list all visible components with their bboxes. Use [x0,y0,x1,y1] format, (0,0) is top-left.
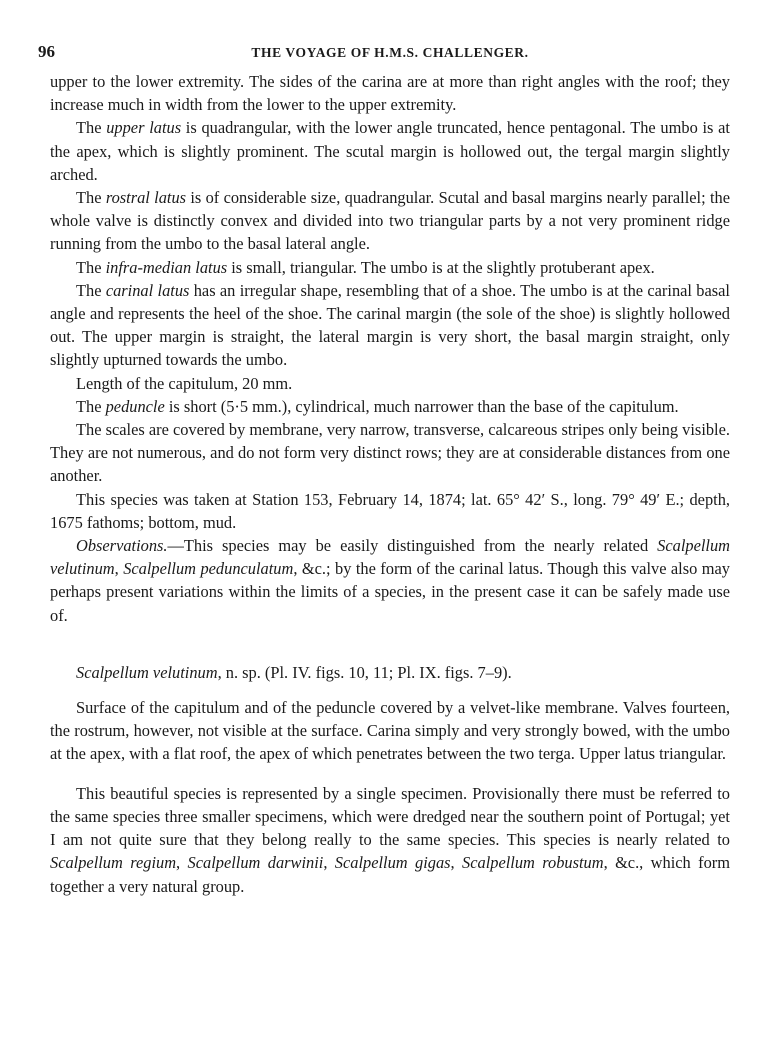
page-number: 96 [38,42,55,61]
paragraph-text: is small, triangular. The umbo is at the slightly protuberant apex. [227,257,655,277]
paragraph-specimens [50,782,730,898]
paragraph-peduncle [50,395,730,418]
page-header [38,42,730,66]
term-carinal-latus: carinal latus [105,280,190,300]
separator: , [176,853,188,873]
term-peduncle: peduncle [105,396,165,416]
term-infra-median-latus: infra-median latus [105,257,228,277]
separator: , [323,853,335,873]
text-prefix: The [76,257,106,277]
species-heading [50,661,730,684]
text-prefix: The [76,280,106,300]
species-name: Scalpellum robustum [462,853,604,873]
paragraph-text: is short (5·5 mm.), cylindrical, much narrower than the base of the capitulum. [164,396,679,416]
species-name: Scalpellum darwinii [187,853,324,873]
species-section [50,661,730,898]
separator: , [450,853,463,873]
paragraph-text: —This species may be easily distinguished from the nearly related [167,536,658,556]
spacer [50,684,730,696]
species-name: Scalpellum pedunculatum [123,559,294,579]
running-title: THE VOYAGE OF H.M.S. CHALLENGER. [251,45,529,60]
paragraph-text: , &c., which form together a very natural group. [50,853,730,896]
paragraph-observations [50,534,730,627]
separator: , [114,559,124,579]
term-observations: Observations. [76,536,168,556]
section-spacer [50,627,730,661]
spacer [50,766,730,782]
paragraph-rostral-latus [50,186,730,256]
paragraph-diagnosis: Surface of the capitulum and of the peduncle covered by a velvet-like membrane. Valves fourteen, the rostrum, however, not visible at the surface. Carina simply and very strongly bowed, with the umbo at the apex, with a flat roof, the apex of which penetrates between the two terga. Upper latus triangular. [50,698,730,764]
species-name: Scalpellum regium [50,853,177,873]
paragraph-station: This species was taken at Station 153, February 14, 1874; lat. 65° 42′ S., long. 79° 49′ E.; depth, 1675 fathoms; bottom, mud. [50,489,730,532]
description-section [50,70,730,627]
paragraph-scales: The scales are covered by membrane, very narrow, transverse, calcareous stripes only being visible. They are not numerous, and do not form very distinct rows; they are at considerable distances from one another. [50,420,730,486]
paragraph-text: is quadrangular, with the lower angle truncated, hence pentagonal. The umbo is at the apex, which is slightly prominent. The scutal margin is hollowed out, the tergal margin slightly arched. [50,118,730,184]
paragraph-capitulum-length: Length of the capitulum, 20 mm. [76,373,293,393]
text-prefix: The [76,118,107,138]
term-rostral-latus: rostral latus [105,188,187,208]
species-heading-rest: , n. sp. (Pl. IV. figs. 10, 11; Pl. IX. figs. 7–9). [217,662,512,682]
species-name: Scalpellum gigas [334,853,451,873]
species-name: Scalpellum velutinum [50,536,730,579]
document-page [38,42,730,898]
paragraph-text: This beautiful species is represented by a single specimen. Provisionally there must be referred to the same species three smaller specimens, which were dredged near the southern point of Portugal; yet I am not quite sure that they belong really to the same species. This species is nearly related to [50,783,730,850]
text-prefix: The [76,396,106,416]
paragraph-text: , &c.; by the form of the carinal latus. Though this valve also may perhaps present variations within the limits of a species, in the present case it can be safely made use of. [50,559,730,625]
paragraph-infra-median-latus [50,256,730,279]
species-heading-name: Scalpellum velutinum [76,662,218,682]
term-upper-latus: upper latus [106,118,182,138]
paragraph-text: is of considerable size, quadrangular. Scutal and basal margins nearly parallel; the whole valve is distinctly convex and divided into two triangular parts by a not very prominent ridge running from the umbo to the basal lateral angle. [50,188,730,254]
paragraph-text: has an irregular shape, resembling that of a shoe. The umbo is at the carinal basal angle and represents the heel of the shoe. The carinal margin (the sole of the shoe) is slightly hollowed out. The upper margin is straight, the lateral margin is very short, the basal margin straight, only slightly upturned towards the umbo. [50,280,730,370]
text-prefix: The [76,188,106,208]
paragraph-carina-continued: upper to the lower extremity. The sides of the carina are at more than right angles with the roof; they increase much in width from the lower to the upper extremity. [50,72,730,115]
paragraph-upper-latus [50,116,730,186]
paragraph-carinal-latus [50,279,730,372]
